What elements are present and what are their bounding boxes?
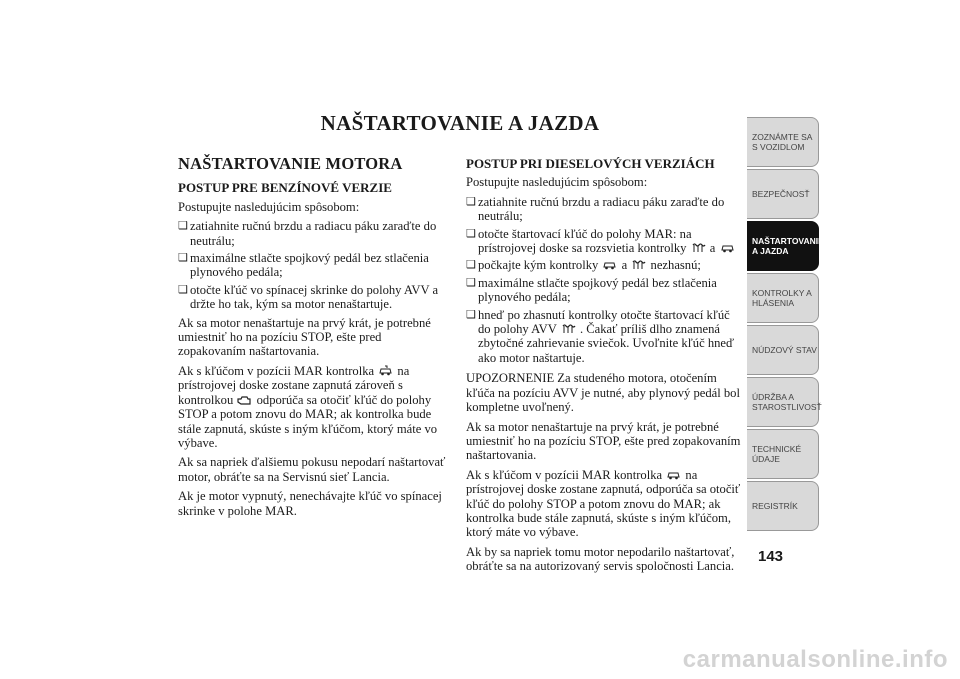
glow-plug-icon <box>691 242 706 254</box>
petrol-intro: Postupujte nasledujúcim spôsobom: <box>178 199 360 214</box>
list-item: ❑ otočte kľúč vo spínacej skrinke do polohy AVV a držte ho tak, kým sa motor nenaštartuje. <box>178 283 448 312</box>
list-item: ❑ maximálne stlačte spojkový pedál bez stlačenia plynového pedála; <box>178 251 448 280</box>
right-column <box>466 157 741 579</box>
tab-nastartovanie[interactable]: NAŠTARTOVANIE A JAZDA <box>747 221 819 271</box>
tab-bezpecnost[interactable]: BEZPEČNOSŤ <box>747 169 819 219</box>
paragraph: Ak sa motor nenaštartuje na prvý krát, je potrebné umiestniť ho na pozíciu STOP, ešte pred zopakovaním naštartovania. <box>466 419 741 463</box>
tab-kontrolky[interactable]: KONTROLKY A HLÁSENIA <box>747 273 819 323</box>
tab-technicke-udaje[interactable]: TECHNICKÉ ÚDAJE <box>747 429 819 479</box>
car-key-icon <box>602 259 617 271</box>
diesel-intro: Postupujte nasledujúcim spôsobom: <box>466 175 648 190</box>
section-heading: NAŠTARTOVANIE MOTORA <box>178 154 403 173</box>
engine-icon <box>237 394 252 406</box>
paragraph: Ak by sa napriek tomu motor nepodarilo naštartovať, obráťte sa na autorizovaný servis spoločnosti Lancia. <box>466 544 735 574</box>
diesel-steps <box>466 195 741 365</box>
left-column <box>178 154 448 523</box>
tab-udrzba[interactable]: ÚDRŽBA A STAROSTLIVOSŤ <box>747 377 819 427</box>
list-item: ❑ zatiahnite ručnú brzdu a radiacu páku zaraďte do neutrálu; <box>466 195 741 224</box>
glow-plug-icon <box>561 323 576 335</box>
paragraph: Ak s kľúčom v pozícii MAR kontrolka na prístrojovej doske zostane zapnutá, odporúča sa otočiť kľúč do polohy STOP a potom znovu do MAR; ak kontrolka bude stále zapnutá, skúste s iným kľúčom, ktorý máte vo výbave. <box>466 467 741 540</box>
diesel-subheading: POSTUP PRI DIESELOVÝCH VERZIÁCH <box>466 156 715 171</box>
car-key-icon <box>720 242 735 254</box>
paragraph: Ak s kľúčom v pozícii MAR kontrolka na prístrojovej doske zostane zapnutá zároveň s kontrolkou odporúča sa otočiť kľúč do polohy STOP a potom znovu do MAR; ak kontrolka bude stále zapnutá, skúste s iným kľúčom, ktorý máte vo výbave. <box>178 363 438 450</box>
page-number: 143 <box>758 548 784 565</box>
page-title: NAŠTARTOVANIE A JAZDA <box>320 111 600 135</box>
list-item: ❑ zatiahnite ručnú brzdu a radiacu páku zaraďte do neutrálu; <box>178 219 448 248</box>
petrol-subheading: POSTUP PRE BENZÍNOVÉ VERZIE <box>178 180 392 196</box>
list-item: ❑ maximálne stlačte spojkový pedál bez stlačenia plynového pedála; <box>466 276 741 305</box>
list-item: ❑ otočte štartovací kľúč do polohy MAR: na prístrojovej doske sa rozsvietia kontrolky a <box>466 227 741 256</box>
chapter-tabs <box>747 117 824 533</box>
petrol-steps <box>178 219 448 311</box>
warning-paragraph: UPOZORNENIE Za studeného motora, otočením kľúča na pozíciu AVV je nutné, aby plynový pedál bol kompletne uvoľnený. <box>466 371 740 415</box>
list-item: ❑ počkajte kým kontrolky a nezhasnú; <box>466 258 741 272</box>
paragraph: Ak sa motor nenaštartuje na prvý krát, je potrebné umiestniť ho na pozíciu STOP, ešte pred zopakovaním naštartovania. <box>178 315 431 359</box>
watermark: carmanualsonline.info <box>682 646 948 673</box>
car-key-icon <box>666 469 681 481</box>
paragraph: Ak sa napriek ďalšiemu pokusu nepodarí naštartovať motor, obráťte sa na Servisnú sieť Lancia. <box>178 455 446 484</box>
tab-nudzovy-stav[interactable]: NÚDZOVÝ STAV <box>747 325 819 375</box>
tab-registrik[interactable]: REGISTRÍK <box>747 481 819 531</box>
paragraph: Ak je motor vypnutý, nenechávajte kľúč vo spínacej skrinke v polohe MAR. <box>178 489 442 518</box>
tab-zoznamte-sa[interactable]: ZOZNÁMTE SA S VOZIDLOM <box>747 117 819 167</box>
car-key-icon <box>378 365 393 377</box>
glow-plug-icon <box>631 259 646 271</box>
list-item: ❑ hneď po zhasnutí kontrolky otočte štartovací kľúč do polohy AVV . Čakať príliš dlho znamená zbytočné zahrievanie sviečok. Uvoľnite kľúč hneď ako motor naštartuje. <box>466 308 741 366</box>
